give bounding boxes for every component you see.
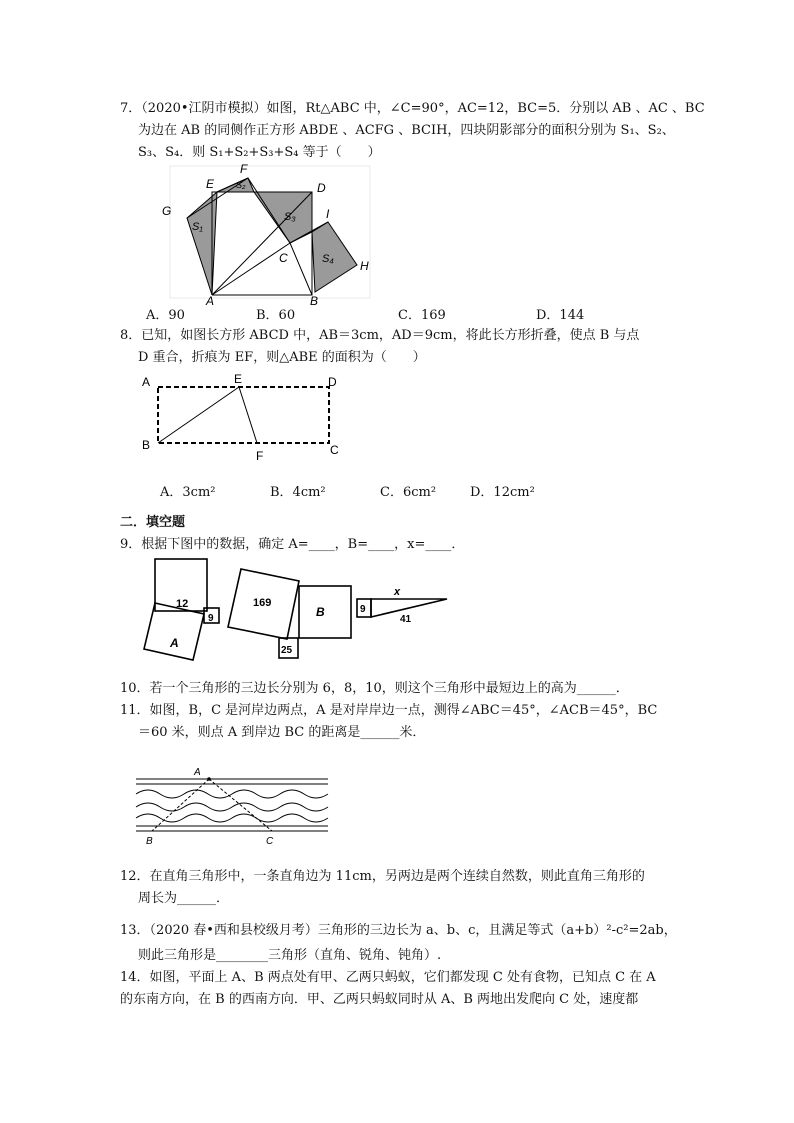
q7-label-f: F: [240, 162, 248, 176]
q8-label-e: E: [234, 372, 243, 386]
q8-option-a[interactable]: A．3cm²: [160, 485, 216, 500]
q7-line3: S₃、S₄．则 S₁+S₂+S₃+S₄ 等于（ ）: [138, 145, 381, 160]
q8-line2: D 重合，折痕为 EF，则△ABE 的面积为（ ）: [138, 350, 426, 365]
q11-figure: [134, 762, 330, 848]
q14-line2: 的东南方向，在 B 的西南方向．甲、乙两只蚂蚁同时从 A、B 两地出发爬向 C 处，速度都: [120, 992, 639, 1007]
q9-label-a: A: [170, 636, 179, 650]
q7-label-s2: S₂: [236, 180, 246, 190]
q10-line1: 10．若一个三角形的三边长分别为 6，8，10，则这个三角形中最短边上的高为______．: [120, 681, 629, 696]
q8-label-c: C: [330, 443, 339, 457]
q8-label-d: D: [328, 375, 337, 389]
q7-label-s3: S₃: [284, 211, 296, 223]
q8-option-c[interactable]: C．6cm²: [380, 485, 437, 500]
q11-label-c: C: [266, 836, 274, 847]
q7-label-c: C: [279, 251, 288, 265]
q11-line1: 11．如图，B，C 是河岸边两点，A 是对岸岸边一点，测得∠ABC＝45°，∠ACB＝45°，BC: [120, 703, 658, 718]
q8-label-a: A: [142, 375, 151, 389]
q12-line2: 周长为______．: [138, 891, 230, 906]
q7-label-b: B: [310, 294, 319, 308]
q14-line1: 14．如图，平面上 A、B 两点处有甲、乙两只蚂蚁，它们都发现 C 处有食物，已知点 C 在 A: [120, 970, 656, 985]
q13-line1: 13．（2020 春•西和县校级月考）三角形的三边长为 a、b、c，且满足等式（a+b）²-c²=2ab，: [120, 923, 677, 938]
q8-line1: 8．已知，如图长方形 ABCD 中，AB＝3cm，AD＝9cm，将此长方形折叠，使点 B 与点: [120, 328, 640, 343]
q7-label-h: H: [360, 259, 369, 273]
q13-line2: 则此三角形是________三角形（直角、锐角、钝角）.: [138, 948, 442, 963]
q7-option-c[interactable]: C．169: [398, 308, 446, 323]
q8-figure: [138, 370, 350, 464]
q8-option-b[interactable]: B．4cm²: [270, 485, 326, 500]
q7-label-d: D: [317, 181, 326, 195]
q12-line1: 12．在直角三角形中，一条直角边为 11cm，另两边是两个连续自然数，则此直角三角形的: [120, 869, 645, 884]
q9-label-25: 25: [281, 645, 293, 656]
q7-figure: [160, 160, 380, 308]
q9-line1: 9．根据下图中的数据，确定 A=____，B=____，x=____．: [120, 537, 465, 552]
q9-label-169: 169: [253, 597, 272, 609]
q8-label-f: F: [256, 449, 264, 463]
q7-label-a: A: [206, 294, 215, 308]
q7-label-g: G: [162, 204, 172, 218]
q7-option-a[interactable]: A．90: [146, 308, 185, 323]
q7-option-b[interactable]: B．60: [256, 308, 296, 323]
q7-label-i: I: [326, 207, 330, 221]
q9-label-x: x: [394, 586, 401, 598]
q11-label-a: A: [194, 767, 201, 778]
q7-label-s1: S₁: [192, 221, 203, 233]
section-title-fill-in: 二．填空题: [120, 515, 186, 530]
q7-option-d[interactable]: D．144: [536, 308, 585, 323]
q8-option-d[interactable]: D．12cm²: [470, 485, 535, 500]
q9-label-9b: 9: [360, 604, 366, 615]
q9-figure: [138, 555, 452, 663]
q9-label-b: B: [316, 605, 325, 619]
q11-line2: ＝60 米，则点 A 到岸边 BC 的距离是______米．: [138, 725, 426, 740]
q7-line1: 7．（2020•江阴市模拟）如图，Rt△ABC 中，∠C=90°，AC=12，BC=5．分别以 AB 、AC 、BC: [120, 101, 705, 116]
q7-label-e: E: [206, 177, 215, 191]
q7-label-s4: S₄: [322, 253, 334, 265]
q8-label-b: B: [142, 438, 151, 452]
q9-label-12: 12: [176, 598, 189, 610]
q9-label-41: 41: [400, 614, 412, 625]
q11-label-b: B: [146, 836, 153, 847]
q7-line2: 为边在 AB 的同侧作正方形 ABDE 、ACFG 、BCIH，四块阴影部分的面积分别为 S₁、S₂、: [138, 123, 675, 138]
q7-shade-s4: [312, 222, 357, 292]
q9-label-9: 9: [208, 613, 214, 624]
